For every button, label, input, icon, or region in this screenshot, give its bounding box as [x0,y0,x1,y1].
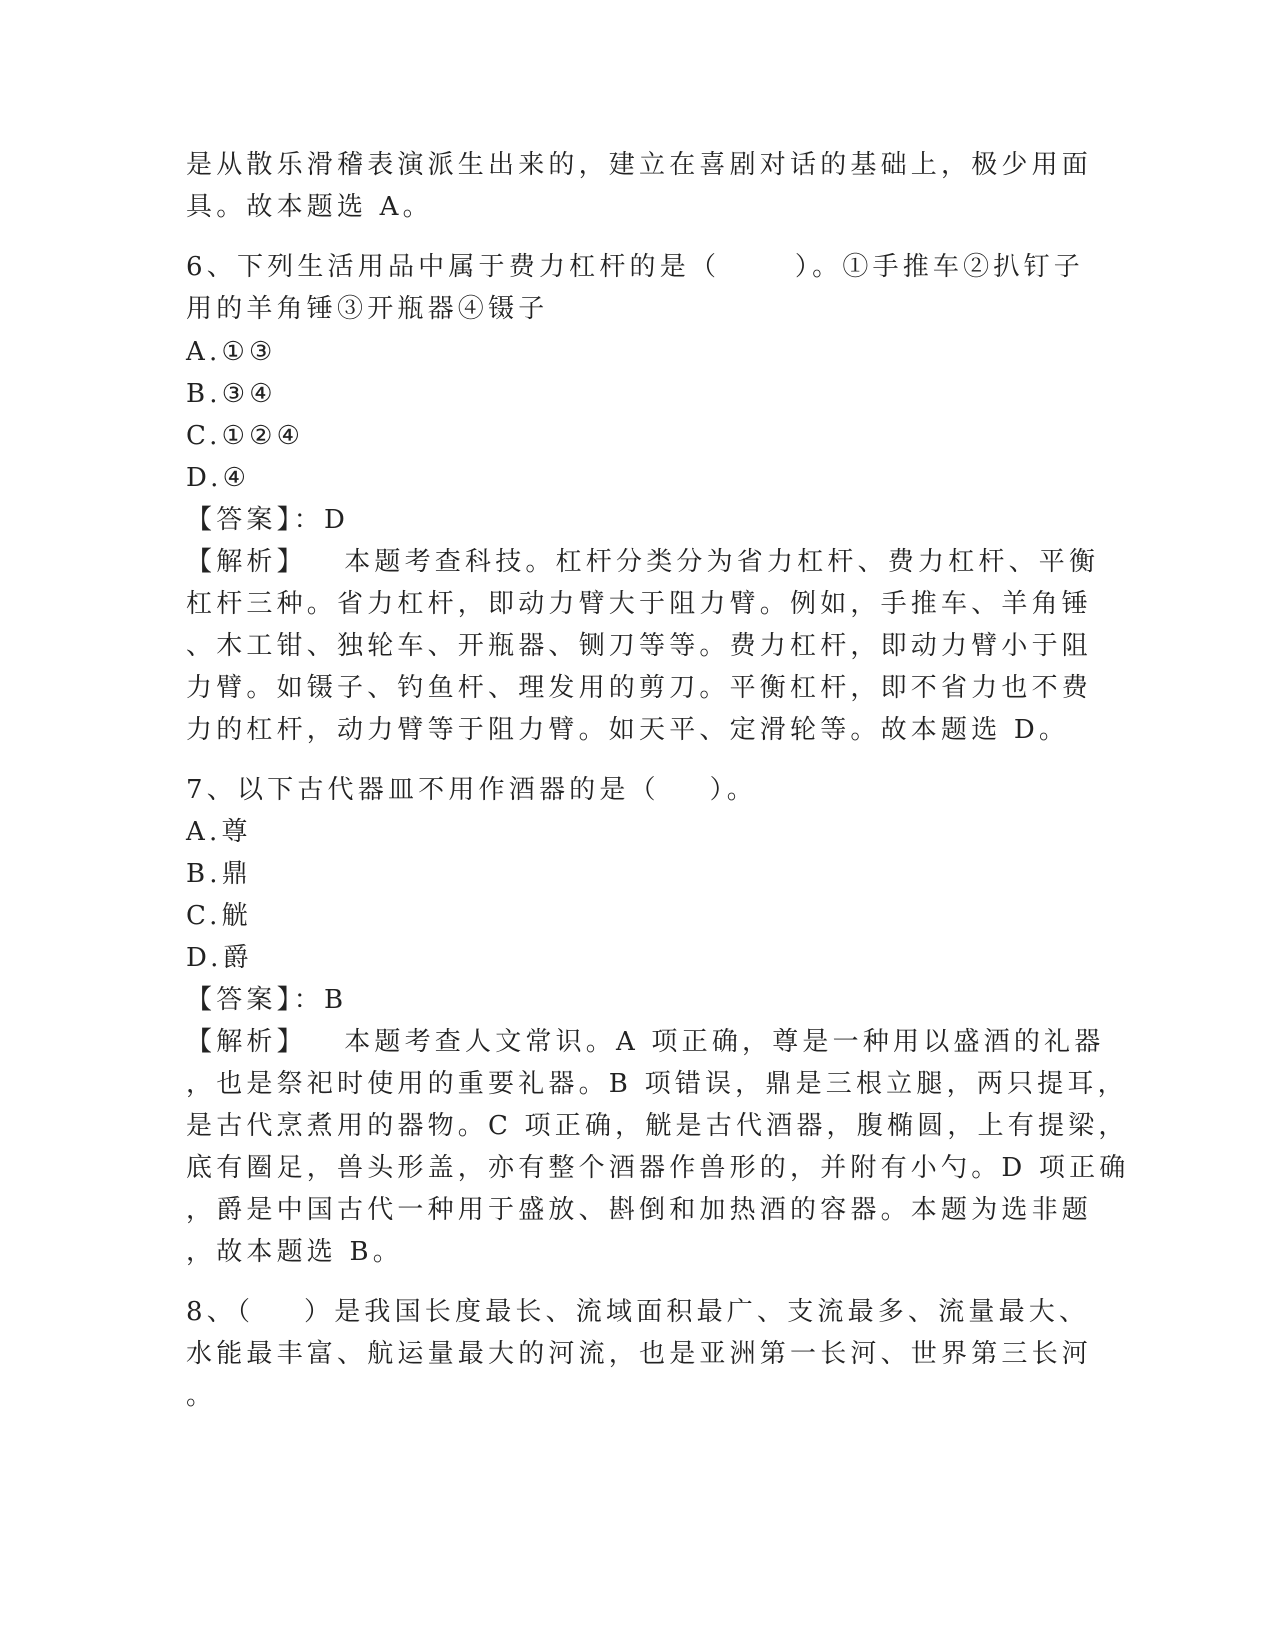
option-b: B.鼎 [186,859,252,889]
option-c: C.①②④ [186,421,305,451]
analysis-line: 力的杠杆，动力臂等于阻力臂。如天平、定滑轮等。故本题选 D。 [186,715,1070,745]
option-a: A.①③ [186,337,277,367]
answer-line: 【答案】：B [186,985,348,1015]
option-b: B.③④ [186,379,277,409]
option-d: D.爵 [186,943,253,973]
question-8-stem: 8、（ ）是我国长度最长、流域面积最广、支流最多、流量最大、 [186,1297,1090,1327]
answer-line: 【答案】：D [186,505,350,535]
analysis-line: ，也是祭祀时使用的重要礼器。B 项错误，鼎是三根立腿，两只提耳， [186,1069,1128,1099]
option-d: D.④ [186,463,251,493]
analysis-line: 是古代烹煮用的器物。C 项正确，觥是古代酒器，腹椭圆，上有提梁， [186,1111,1129,1141]
analysis-line: 【解析】 本题考查人文常识。A 项正确，尊是一种用以盛酒的礼器 [186,1027,1105,1057]
analysis-line: 【解析】 本题考查科技。杠杆分类分为省力杠杆、费力杠杆、平衡 [186,547,1100,577]
question-8-stem: 。 [186,1381,217,1411]
question-7-stem: 7、以下古代器皿不用作酒器的是（ ）。 [186,775,758,805]
question-6-stem: 用的羊角锤③开瓶器④镊子 [186,294,549,324]
analysis-line: 、木工钳、独轮车、开瓶器、铡刀等等。费力杠杆，即动力臂小于阻 [186,631,1093,661]
analysis-line: ，故本题选 B。 [186,1237,403,1267]
text-line: 是从散乐滑稽表演派生出来的，建立在喜剧对话的基础上，极少用面 [186,150,1093,180]
text-line: 具。故本题选 A。 [186,192,433,222]
question-6-stem: 6、下列生活用品中属于费力杠杆的是（ ）。①手推车②扒钉子 [186,252,1084,282]
question-8-stem: 水能最丰富、航运量最大的河流，也是亚洲第一长河、世界第三长河 [186,1339,1093,1369]
analysis-line: ，爵是中国古代一种用于盛放、斟倒和加热酒的容器。本题为选非题 [186,1195,1093,1225]
analysis-line: 力臂。如镊子、钓鱼杆、理发用的剪刀。平衡杠杆，即不省力也不费 [186,673,1093,703]
option-c: C.觥 [186,901,252,931]
analysis-line: 杠杆三种。省力杠杆，即动力臂大于阻力臂。例如，手推车、羊角锤 [186,589,1093,619]
option-a: A.尊 [186,817,252,847]
analysis-line: 底有圈足，兽头形盖，亦有整个酒器作兽形的，并附有小勺。D 项正确 [186,1153,1130,1183]
